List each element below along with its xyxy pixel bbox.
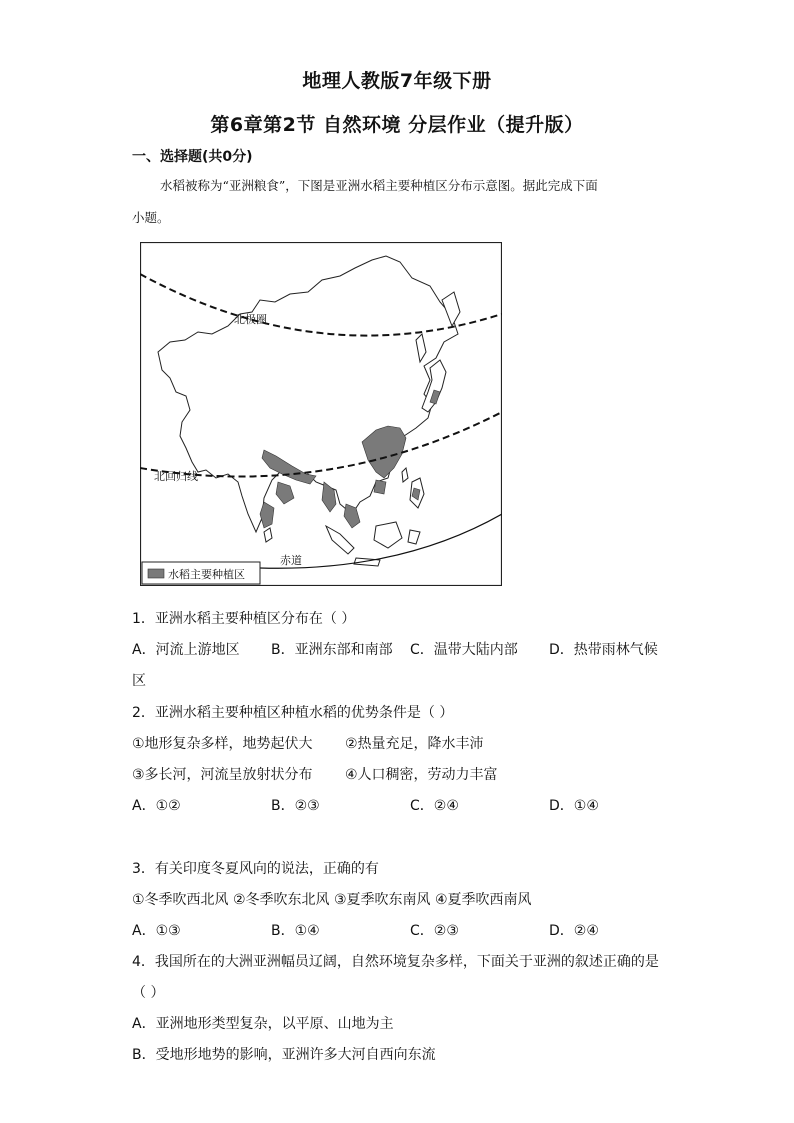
document-title: 地理人教版7年级下册 <box>302 70 492 92</box>
question-3-stem: 3．有关印度冬夏风向的说法，正确的有 <box>132 861 379 877</box>
question-1-option-a[interactable]: A．河流上游地区 <box>132 642 240 658</box>
question-2-option-d[interactable]: D．①④ <box>549 798 599 814</box>
question-2-option-a[interactable]: A．①② <box>132 798 181 814</box>
equator-label: 赤道 <box>280 554 302 567</box>
question-2-option-c[interactable]: C．②④ <box>410 798 459 814</box>
question-4-stem: 4．我国所在的大洲亚洲幅员辽阔，自然环境复杂多样，下面关于亚洲的叙述正确的是 <box>132 954 659 970</box>
intro-line-2: 小题。 <box>132 210 170 225</box>
question-2-stem: 2．亚洲水稻主要种植区种植水稻的优势条件是（ ） <box>132 705 454 721</box>
arctic-circle-label: 北极圈 <box>234 313 267 326</box>
question-4-option-a[interactable]: A．亚洲地形类型复杂，以平原、山地为主 <box>132 1016 394 1032</box>
legend-label: 水稻主要种植区 <box>168 568 245 581</box>
question-3-option-b[interactable]: B．①④ <box>271 923 320 939</box>
question-1-option-d[interactable]: D．热带雨林气候 <box>549 642 658 658</box>
question-3-option-d[interactable]: D．②④ <box>549 923 599 939</box>
question-2-statement-1: ①地形复杂多样，地势起伏大 <box>132 736 313 752</box>
question-1-stem: 1．亚洲水稻主要种植区分布在（ ） <box>132 611 356 627</box>
rice-area-china-south <box>374 480 386 494</box>
question-2-statement-2: ②热量充足，降水丰沛 <box>345 736 484 752</box>
asia-rice-map <box>140 242 502 586</box>
section-heading: 一、选择题(共0分) <box>132 149 253 165</box>
tropic-of-cancer-label: 北回归线 <box>154 470 198 483</box>
intro-paragraph <box>132 170 662 234</box>
question-2-statement-4: ④人口稠密，劳动力丰富 <box>345 767 498 783</box>
question-2-statement-3: ③多长河，河流呈放射状分布 <box>132 767 313 783</box>
document-subtitle: 第6章第2节 自然环境 分层作业（提升版） <box>210 114 584 136</box>
question-1-option-b[interactable]: B．亚洲东部和南部 <box>271 642 393 658</box>
question-3-statements: ①冬季吹西北风 ②冬季吹东北风 ③夏季吹东南风 ④夏季吹西南风 <box>132 892 532 908</box>
question-4-option-b[interactable]: B．受地形地势的影响，亚洲许多大河自西向东流 <box>132 1047 436 1063</box>
question-3-option-c[interactable]: C．②③ <box>410 923 459 939</box>
intro-line-1: 水稻被称为“亚洲粮食”，下图是亚洲水稻主要种植区分布示意图。据此完成下面 <box>160 178 598 193</box>
question-3-option-a[interactable]: A．①③ <box>132 923 181 939</box>
legend-swatch <box>148 569 164 578</box>
question-2-option-b[interactable]: B．②③ <box>271 798 320 814</box>
question-4-stem-wrap: （ ） <box>132 985 165 1001</box>
question-1-option-d-wrap: 区 <box>132 673 146 689</box>
map-legend <box>142 562 260 584</box>
question-1-option-c[interactable]: C．温带大陆内部 <box>410 642 518 658</box>
